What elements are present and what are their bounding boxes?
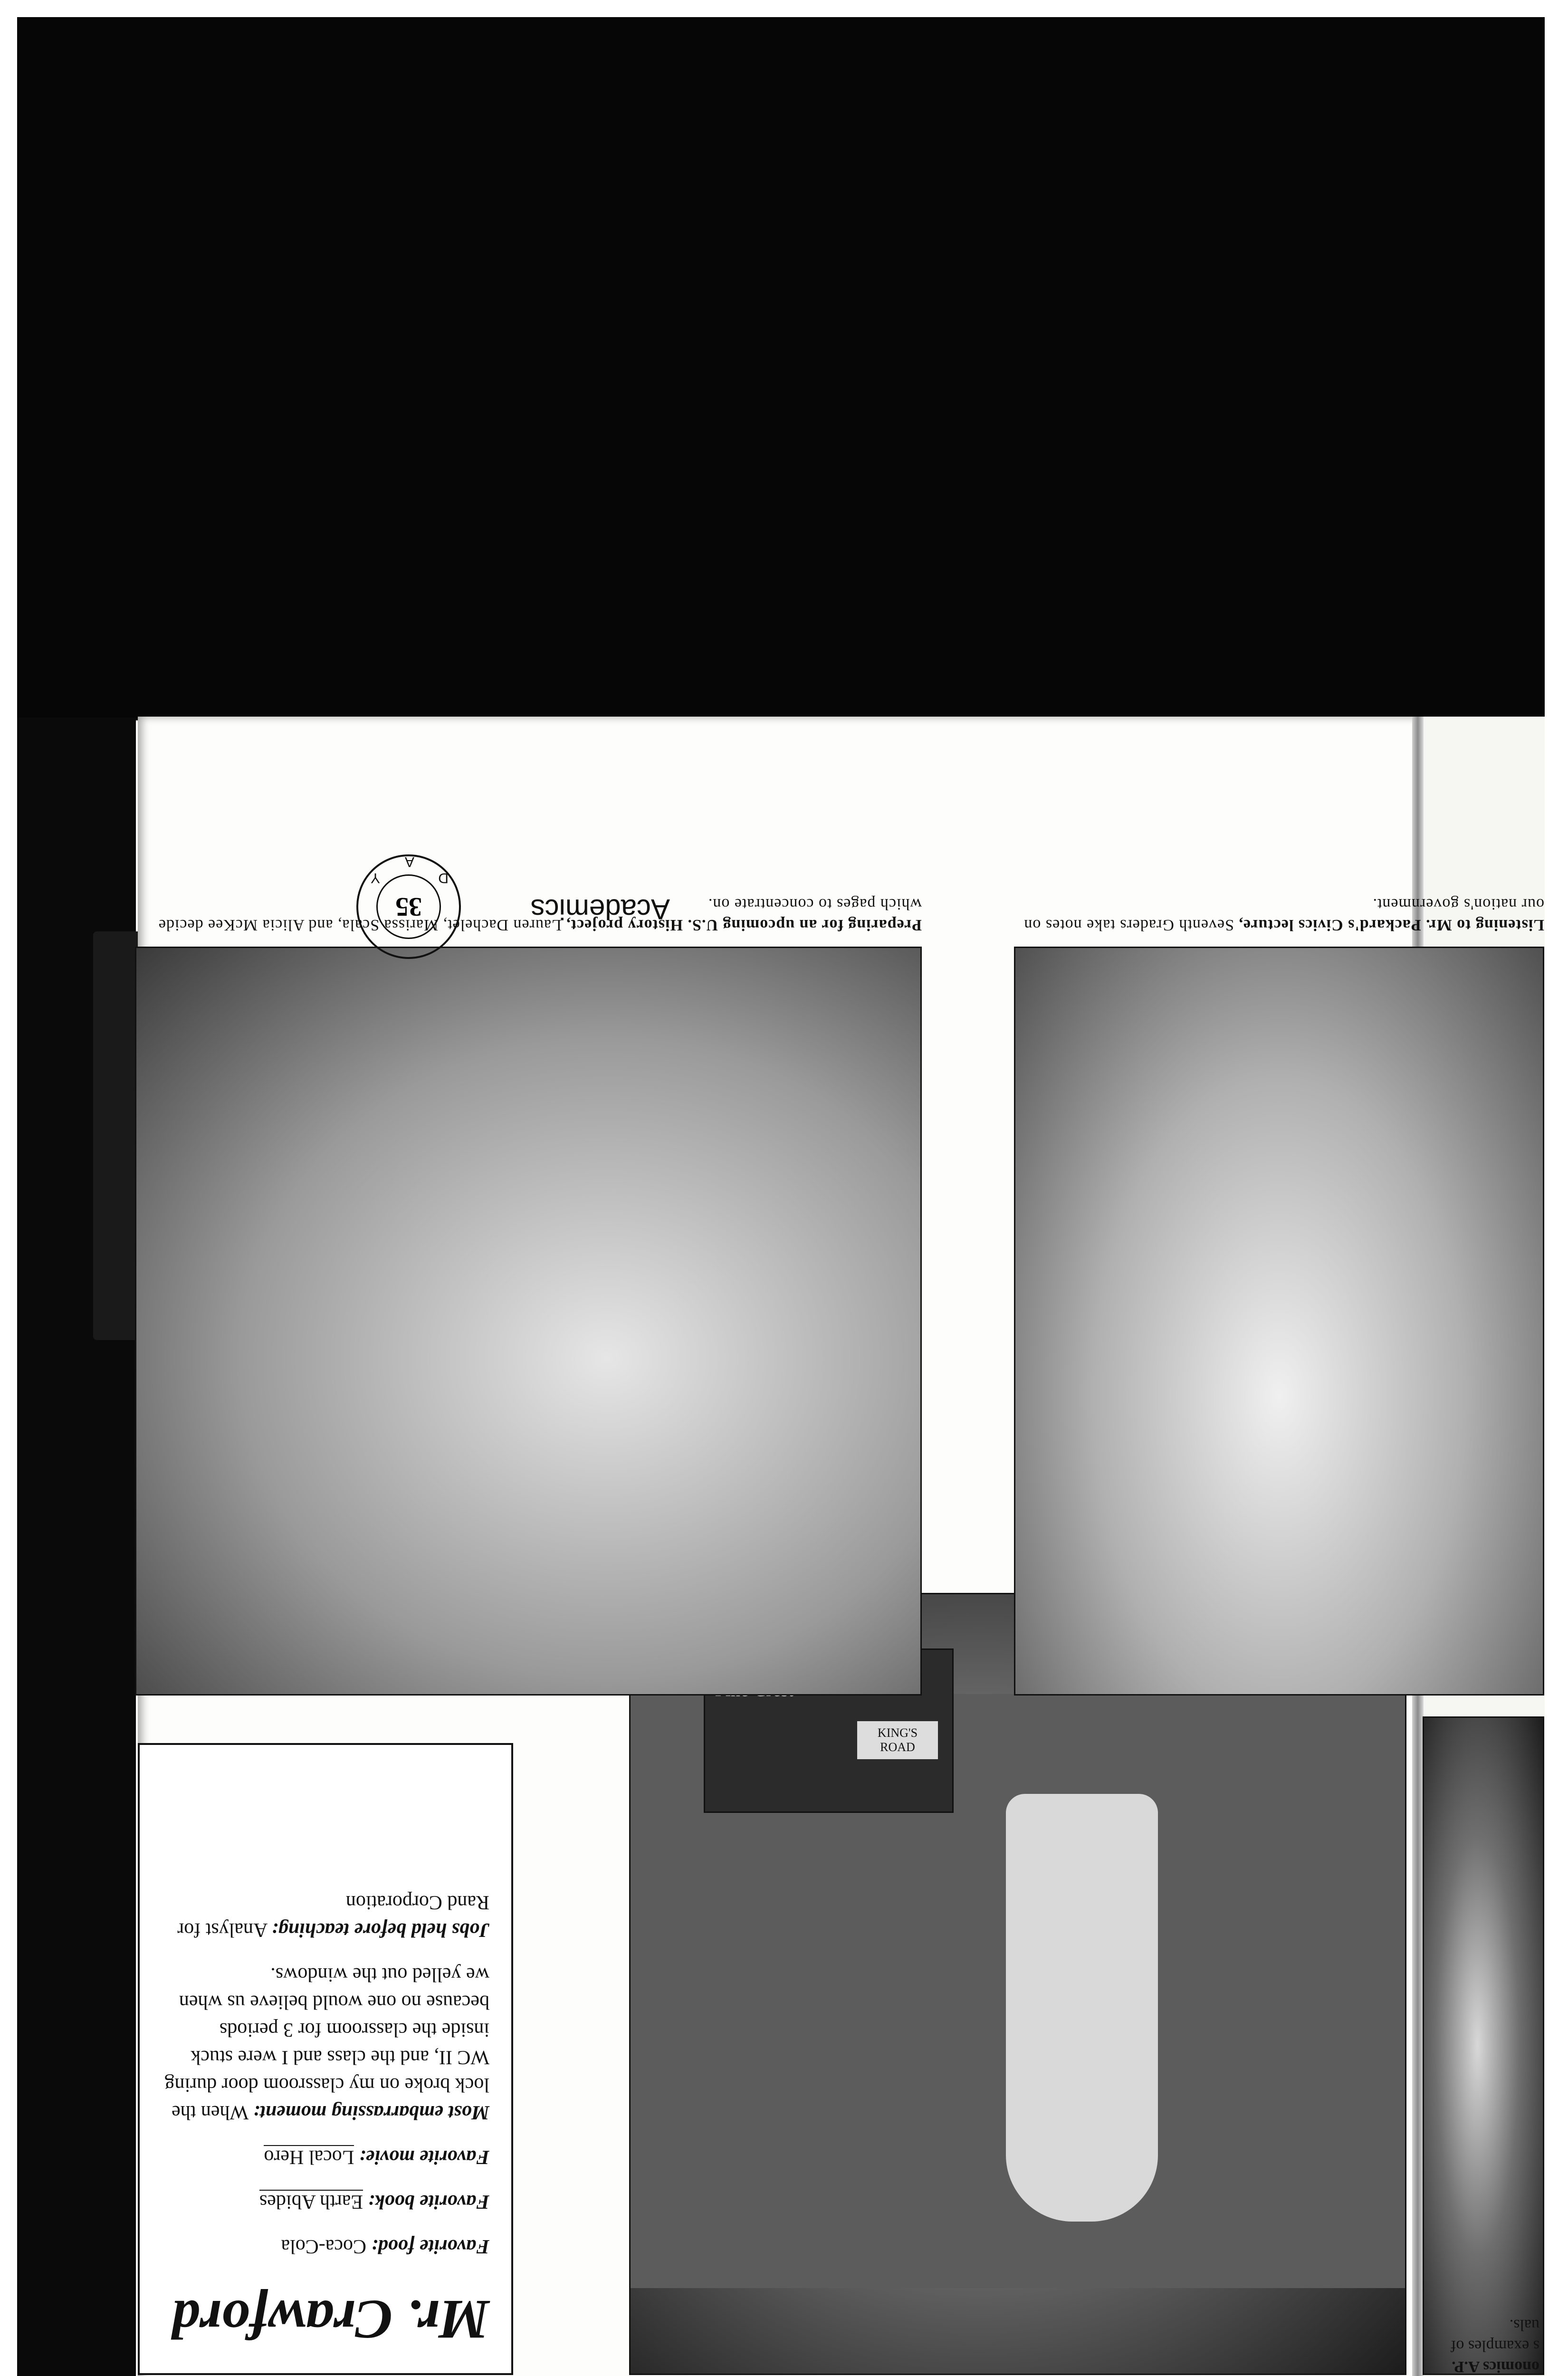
fact-favorite-food: Favorite food: Coca-Cola [281,2235,489,2257]
facing-page-caption: onomics A.P. s examples of uals. [1451,2316,1539,2376]
fact-previous-jobs: Jobs held before teaching: Analyst for Rand Corporation [177,1891,489,1941]
photo-cut-off [1423,1716,1544,2375]
teacher-name: Mr. Crawford [172,2289,489,2351]
fact-favorite-book: Favorite book: Earth Abides [259,2191,489,2213]
upside-down-page-content [138,717,1544,2376]
photo-history-project [135,947,922,1696]
wooden-box-prop: KING'S ROAD [704,1648,954,1813]
page-number: 35 [376,874,441,939]
photo-teacher-chalkboard [629,1593,1406,2375]
teacher-profile-box [138,1743,513,2375]
caption-history-project: Preparing for an upcoming U.S. History project, Lauren Dachelet, Marissa Scala, and Alicia McKee decide which pages to concentrate on. [158,895,922,934]
teacher-figure [1006,1794,1158,2222]
photo-civics-lecture [1014,947,1544,1696]
fact-embarrassing-moment: Most embarrassing moment: When the lock broke on my classroom door during WC II, and the class and I were stuck inside the classroom for 3 periods because no one would believe us when we yelled out the windows. [164,1964,489,2123]
caption-civics-lecture: Listening to Mr. Packard's Civics lecture, Seventh Graders take notes on our nation's government. [1023,895,1544,934]
scanner-background [17,17,1545,720]
page-number-badge: D A Y 35 [356,854,461,959]
fact-favorite-movie: Favorite movie: Local Hero [264,2146,489,2168]
section-label: Academics [530,893,670,925]
